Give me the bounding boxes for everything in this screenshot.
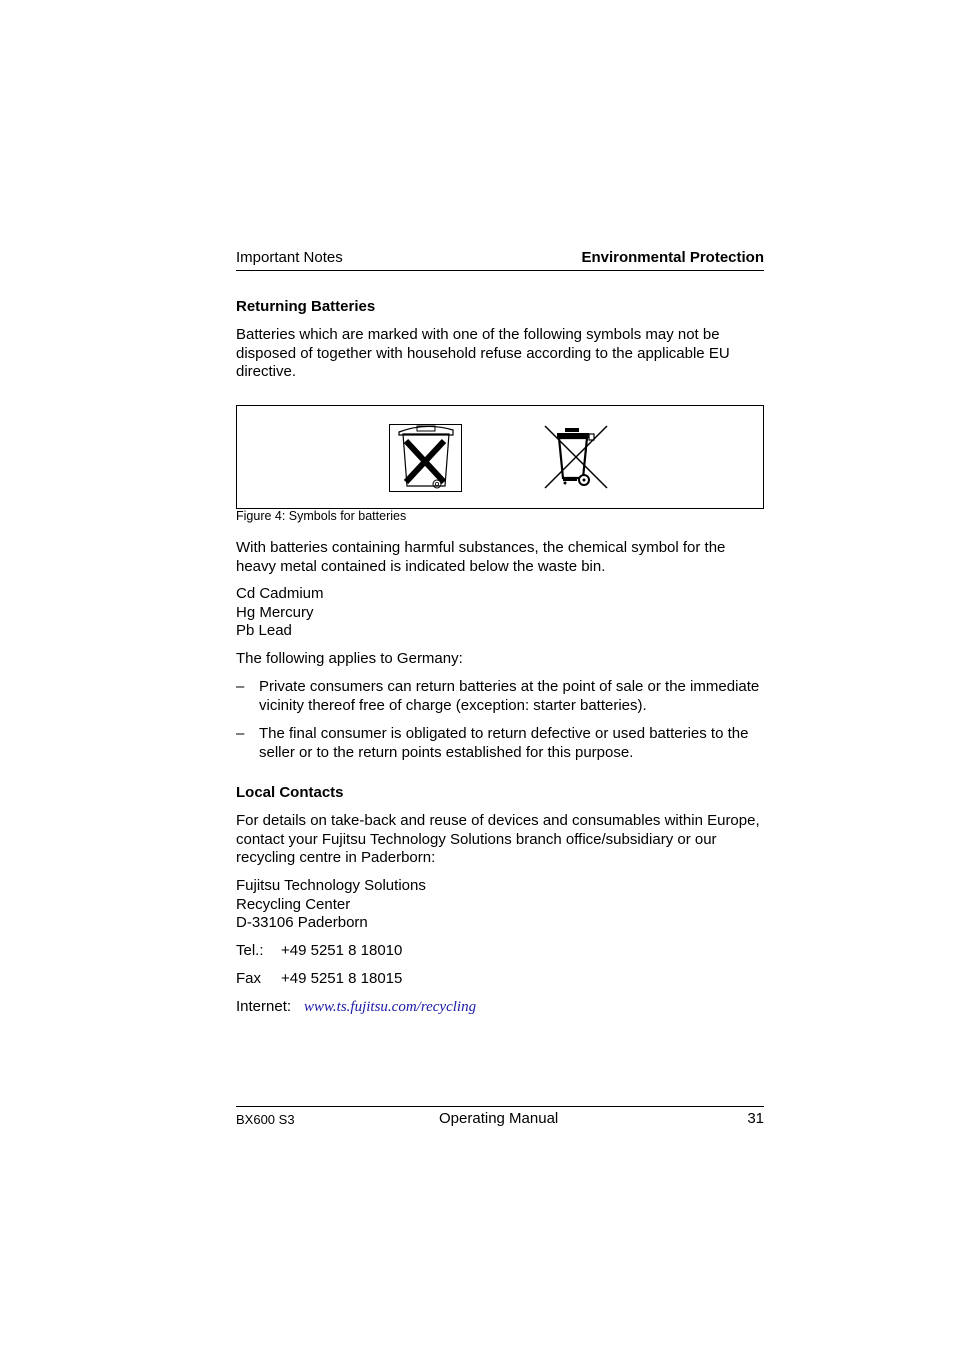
bullet-dash: –	[236, 725, 245, 742]
footer-product: BX600 S3	[236, 1112, 295, 1127]
footer-title: Operating Manual	[439, 1110, 559, 1127]
recycling-link[interactable]: www.ts.fujitsu.com/recycling	[304, 999, 477, 1015]
bullet-dash: –	[236, 678, 245, 695]
internet-label: Internet:	[236, 998, 292, 1015]
page-header	[236, 248, 764, 271]
fax-label: Fax	[236, 970, 262, 987]
list-item: Hg Mercury	[236, 603, 314, 621]
tel-label: Tel.:	[236, 942, 264, 959]
list-item: Cd Cadmium	[236, 585, 324, 602]
page-footer	[236, 1106, 764, 1129]
figure-caption: Figure 4: Symbols for batteries	[236, 509, 407, 523]
list-item: Pb Lead	[236, 622, 292, 639]
fax-value: +49 5251 8 18015	[281, 970, 403, 987]
tel-value: +49 5251 8 18010	[281, 942, 403, 959]
harmful-paragraph: With batteries containing harmful substances, the chemical symbol for the heavy metal contained is indicated below the waste bin.	[236, 539, 726, 575]
wheelie-bin-crossed-icon	[543, 424, 609, 490]
metals-list	[236, 585, 764, 641]
header-section: Environmental Protection	[581, 249, 764, 266]
page-number: 31	[747, 1110, 764, 1127]
address-block: Fujitsu Technology Solutions Recycling Center D-33106 Paderborn	[236, 877, 426, 931]
crossed-bin-icon	[389, 424, 463, 492]
header-chapter: Important Notes	[236, 249, 343, 266]
battery-symbols-figure	[236, 405, 764, 509]
heading-returning-batteries: Returning Batteries	[236, 298, 376, 315]
intro-paragraph: Batteries which are marked with one of the following symbols may not be disposed of together with household refuse according to the applicable EU directive.	[236, 326, 730, 380]
heading-local-contacts: Local Contacts	[236, 784, 344, 801]
germany-intro: The following applies to Germany:	[236, 650, 463, 667]
details-paragraph: For details on take-back and reuse of devices and consumables within Europe, contact your Fujitsu Technology Solutions branch office/subsidiary or our recycling centre in Paderborn:	[236, 812, 760, 866]
